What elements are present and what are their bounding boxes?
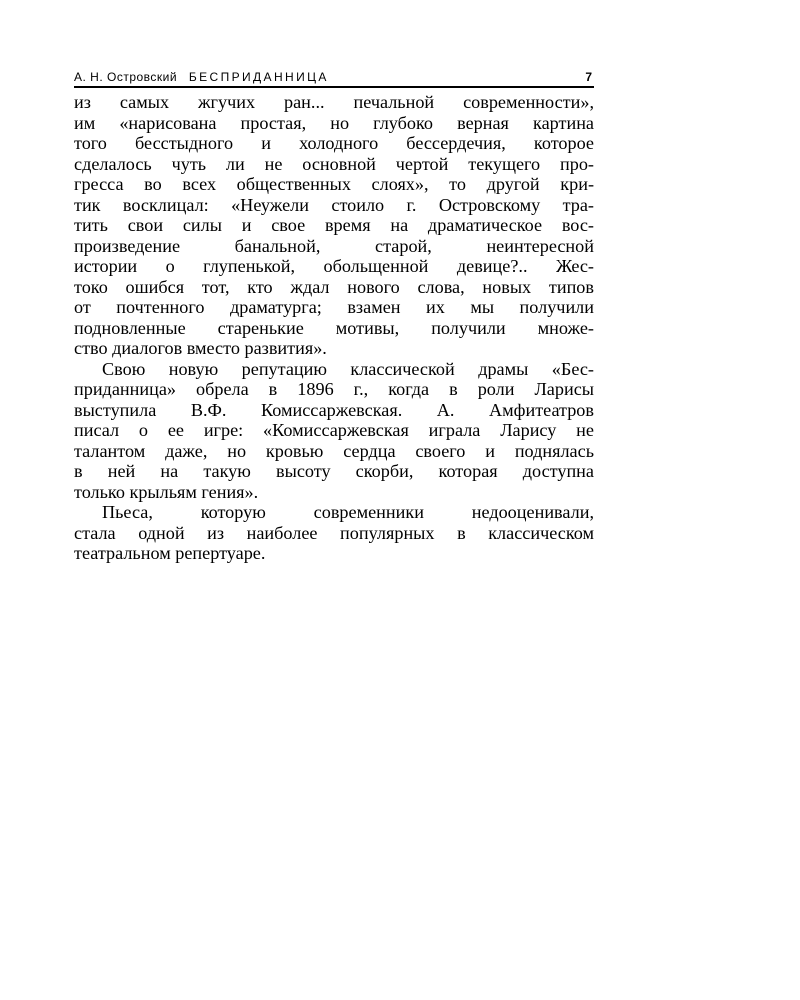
running-head <box>74 70 594 88</box>
running-head-author: А. Н. Островский <box>74 70 178 84</box>
text-line: сделалось чуть ли не основной чертой текущего про- <box>74 153 594 174</box>
text-line: ство диалогов вместо развития». <box>74 338 327 358</box>
text-line: из самых жгучих ран... печальной современности», <box>74 92 594 112</box>
page-number: 7 <box>585 70 592 84</box>
book-page <box>74 70 594 564</box>
text-line: токо ошибся тот, кто ждал нового слова, новых типов <box>74 276 594 297</box>
text-line: выступила В.Ф. Комиссаржевская. А. Амфитеатров <box>74 399 594 420</box>
text-line: театральном репертуаре. <box>74 543 266 563</box>
paragraph <box>74 359 594 503</box>
text-line: приданница» обрела в 1896 г., когда в роли Ларисы <box>74 379 594 399</box>
body-text <box>74 92 594 564</box>
text-line: тить свои силы и свое время на драматическое вос- <box>74 215 594 235</box>
text-line: Пьеса, которую современники недооценивали, <box>102 502 594 522</box>
text-line: тик восклицал: «Неужели стоило г. Островскому тра- <box>74 194 594 215</box>
text-line: того бесстыдного и холодного бессердечия, которое <box>74 133 594 153</box>
text-line: только крыльям гения». <box>74 481 259 502</box>
text-line: стала одной из наиболее популярных в классическом <box>74 522 594 543</box>
running-head-work-title: БЕСПРИДАННИЦА <box>188 70 329 84</box>
text-line: гресса во всех общественных слоях», то другой кри- <box>74 174 594 194</box>
text-line: от почтенного драматурга; взамен их мы получили <box>74 297 594 317</box>
text-line: истории о глупенькой, обольщенной девице?.. Жес- <box>74 256 594 276</box>
text-line: подновленные старенькие мотивы, получили множе- <box>74 317 594 338</box>
text-line: им «нарисована простая, но глубоко верная картина <box>74 112 594 133</box>
paragraph <box>74 92 594 359</box>
text-line: произведение банальной, старой, неинтересной <box>74 235 594 256</box>
text-line: писал о ее игре: «Комиссаржевская играла Ларису не <box>74 420 594 440</box>
paragraph <box>74 502 594 564</box>
running-head-work <box>180 70 186 84</box>
text-line: Свою новую репутацию классической драмы «Бес- <box>102 358 594 379</box>
text-line: талантом даже, но кровью сердца своего и поднялась <box>74 440 594 461</box>
running-head-title <box>74 70 329 84</box>
text-line: в ней на такую высоту скорби, которая доступна <box>74 461 594 481</box>
